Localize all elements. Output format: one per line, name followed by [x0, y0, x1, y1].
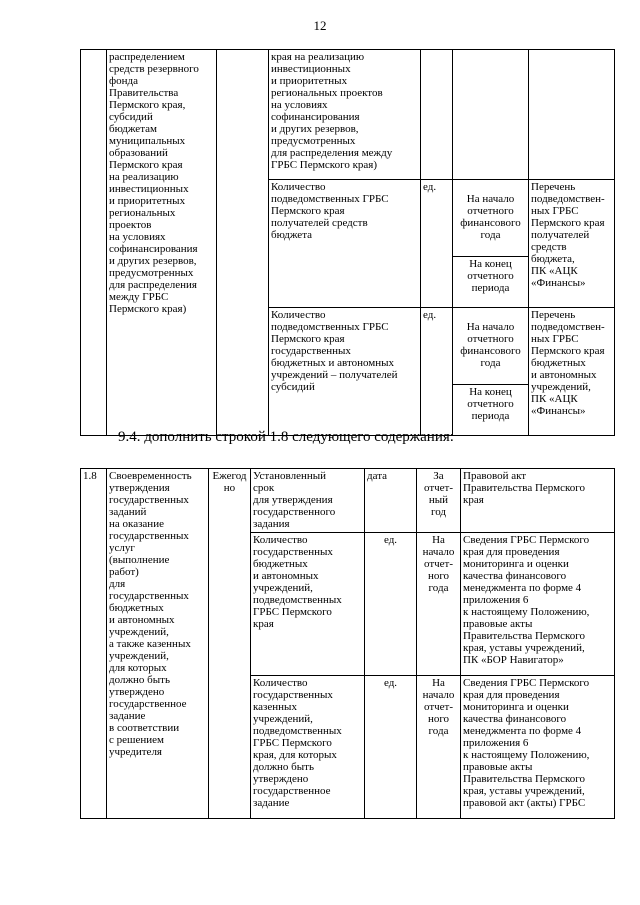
frequency-cell: Ежегод но: [209, 469, 251, 819]
period-cell: На начало отчет- ного года: [417, 676, 461, 819]
indicator-name-cell: Своевременность утверждения государственных заданий на оказание государственных услуг (выполнение работ) для государственных бюджетных и автономных учреждений, а также казенных учреждений, для которых должно быть утверждено государственное задание в соответствии с решением учредителя: [107, 469, 209, 819]
indicator-cell: Количество подведомственных ГРБС Пермского края государственных бюджетных и автономных учреждений – получателей субсидий: [269, 308, 421, 436]
section-heading: 9.4. дополнить строкой 1.8 следующего содержания:: [118, 429, 454, 445]
frequency-cell: [217, 50, 269, 436]
source-cell: [529, 50, 615, 180]
unit-cell: дата: [365, 469, 417, 533]
num-cell: 1.8: [81, 469, 107, 819]
unit-cell: ед.: [421, 308, 453, 436]
page-number: 12: [313, 18, 327, 33]
period-cell: На начало отчет- ного года: [417, 533, 461, 676]
indicator-cell: Количество государственных казенных учреждений, подведомственных ГРБС Пермского края, для которых должно быть утверждено государственное задание: [251, 676, 365, 819]
period-cell: [453, 180, 529, 308]
unit-cell: [421, 50, 453, 180]
period-cell: За отчет- ный год: [417, 469, 461, 533]
indicator-name-cell: распределением средств резервного фонда Правительства Пермского края, субсидий бюджетам муниципальных образований Пермского края на реализацию инвестиционных и приоритетных региональных проектов на условиях софинансирования и других резервов, предусмотренных для распределения между ГРБС Пермского края): [107, 50, 217, 436]
unit-cell: ед.: [365, 676, 417, 819]
unit-cell: ед.: [421, 180, 453, 308]
source-cell: Правовой акт Правительства Пермского края: [461, 469, 615, 533]
period-start: На начало отчетного финансового года: [460, 321, 521, 369]
indicator-cell: Установленный срок для утверждения государственного задания: [251, 469, 365, 533]
indicator-cell: Количество государственных бюджетных и автономных учреждений, подведомственных ГРБС Пермского края: [251, 533, 365, 676]
source-cell: Перечень подведомствен- ных ГРБС Пермского края получателей средств бюджета, ПК «АЦК «Финансы»: [529, 180, 615, 308]
unit-cell: ед.: [365, 533, 417, 676]
indicator-cell: края на реализацию инвестиционных и приоритетных региональных проектов на условиях софинансирования и других резервов, предусмотренных для распределения между ГРБС Пермского края): [269, 50, 421, 180]
period-end: На конец отчетного периода: [453, 384, 528, 423]
table-row-1-8: [80, 468, 615, 819]
indicator-cell: Количество подведомственных ГРБС Пермского края получателей средств бюджета: [269, 180, 421, 308]
period-cell: [453, 50, 529, 180]
source-cell: Сведения ГРБС Пермского края для проведения мониторинга и оценки качества финансового менеджмента по форме 4 приложения 6 к настоящему Положению, правовые акты Правительства Пермского края, уставы учреждений, ПК «БОР Навигатор»: [461, 533, 615, 676]
table-row: [81, 469, 615, 533]
source-cell: Перечень подведомствен- ных ГРБС Пермского края бюджетных и автономных учреждений, ПК «АЦК «Финансы»: [529, 308, 615, 436]
period-start: На начало отчетного финансового года: [460, 193, 521, 241]
table-continuation: [80, 49, 615, 436]
source-cell: Сведения ГРБС Пермского края для проведения мониторинга и оценки качества финансового менеджмента по форме 4 приложения 6 к настоящему Положению, правовые акты Правительства Пермского края, уставы учреждений, правовой акт (акты) ГРБС: [461, 676, 615, 819]
period-cell: [453, 308, 529, 436]
period-end: На конец отчетного периода: [453, 256, 528, 295]
num-cell: [81, 50, 107, 436]
table-row: [81, 50, 615, 180]
